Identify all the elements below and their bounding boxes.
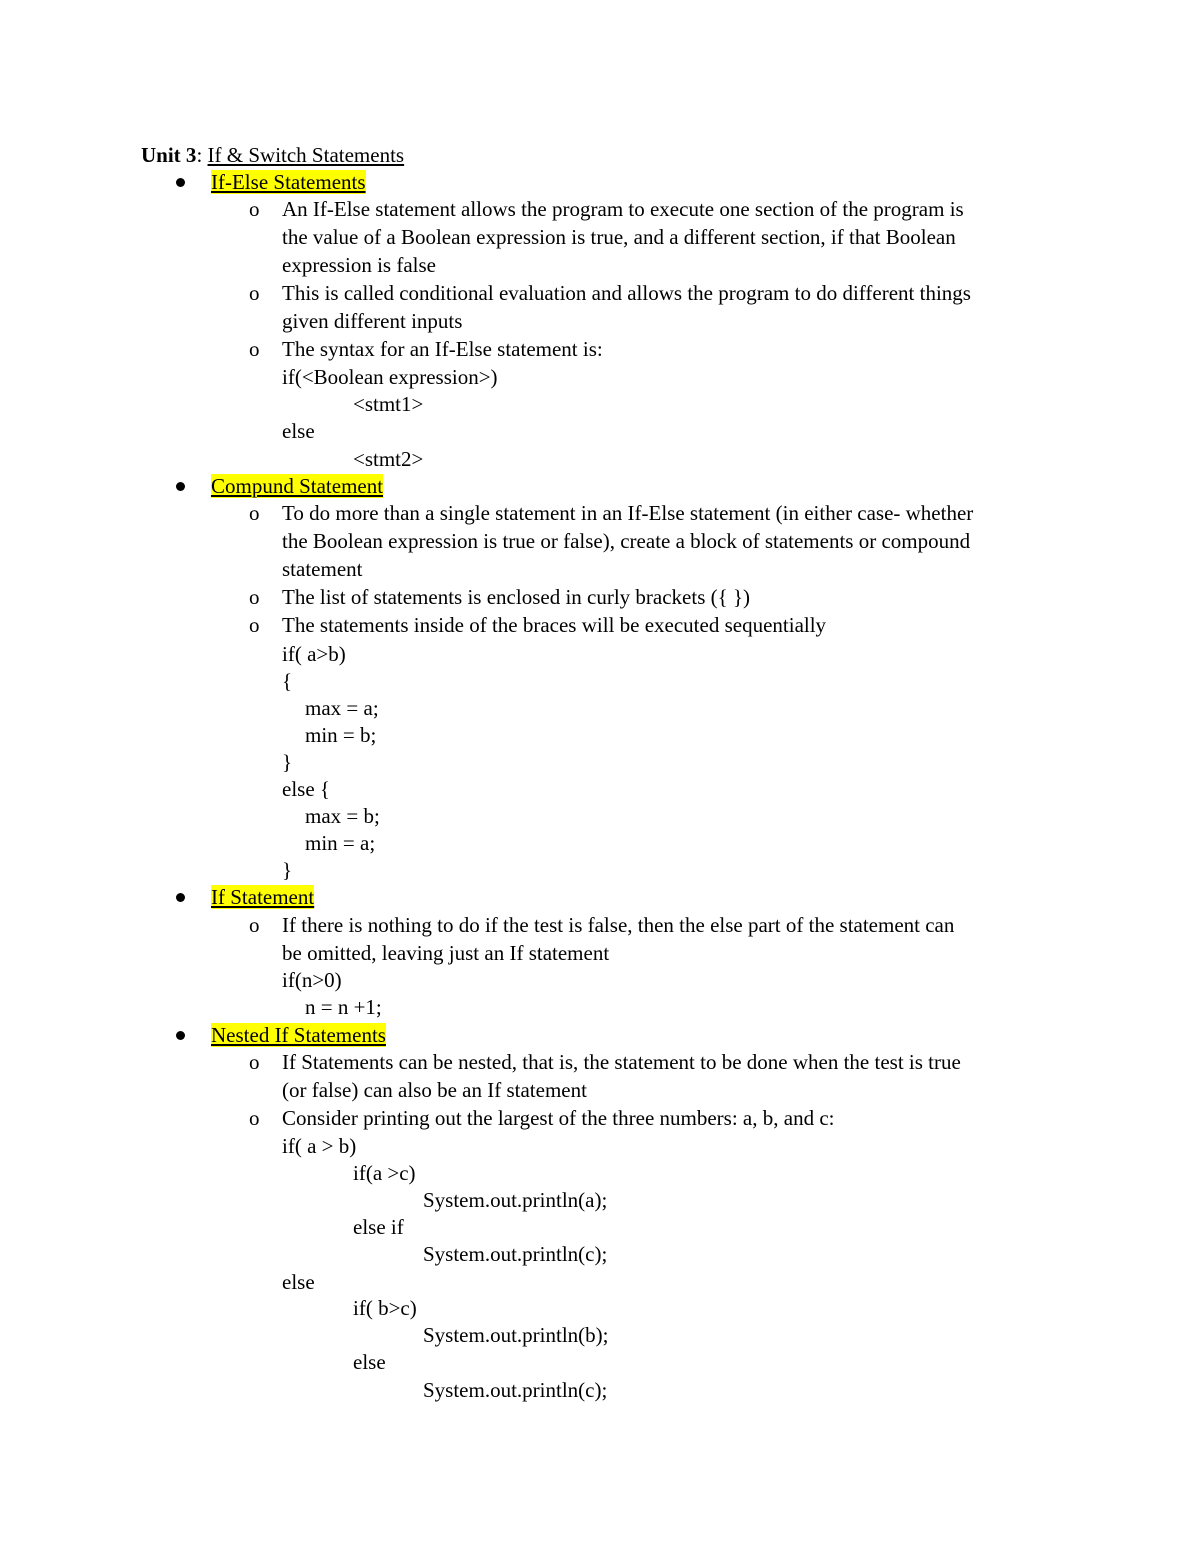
sub-bullet-icon: o — [249, 197, 260, 221]
section-heading-if-else: If-Else Statements — [211, 170, 366, 194]
code-line: if( b>c) — [353, 1296, 417, 1320]
code-line: else — [282, 1270, 315, 1294]
code-line: System.out.println(b); — [423, 1323, 609, 1347]
code-line: max = b; — [305, 804, 380, 828]
code-line: System.out.println(a); — [423, 1188, 608, 1212]
unit-topic: If & Switch Statements — [207, 143, 405, 167]
code-line: { — [282, 669, 293, 693]
code-line: if(<Boolean expression>) — [282, 365, 498, 389]
sub-bullet-icon: o — [249, 585, 260, 609]
code-line: if(n>0) — [282, 968, 342, 992]
list-item-line: An If-Else statement allows the program to execute one section of the program is — [282, 197, 964, 221]
code-line: else — [282, 419, 315, 443]
sub-bullet-icon: o — [249, 1050, 260, 1074]
sub-bullet-icon: o — [249, 913, 260, 937]
list-item-line: This is called conditional evaluation and allows the program to do different things — [282, 281, 971, 305]
code-line: System.out.println(c); — [423, 1378, 608, 1402]
bullet-icon — [176, 482, 185, 491]
list-item-line: To do more than a single statement in an If-Else statement (in either case- whether — [282, 501, 974, 525]
section-heading-compound: Compund Statement — [211, 474, 384, 498]
list-item-line: The list of statements is enclosed in curly brackets ({ }) — [282, 585, 751, 609]
code-line: n = n +1; — [305, 995, 382, 1019]
list-item-line: The statements inside of the braces will be executed sequentially — [282, 613, 827, 637]
sub-bullet-icon: o — [249, 1106, 260, 1130]
code-line: min = a; — [305, 831, 376, 855]
list-item-line: If there is nothing to do if the test is false, then the else part of the statement can — [282, 913, 955, 937]
sub-bullet-icon: o — [249, 281, 260, 305]
unit-label: Unit 3 — [141, 143, 197, 167]
page-title — [141, 142, 404, 169]
code-line: } — [282, 750, 293, 774]
code-line: min = b; — [305, 723, 377, 747]
title-separator: : — [196, 143, 208, 167]
code-line: <stmt1> — [353, 392, 424, 416]
bullet-icon — [176, 178, 185, 187]
code-line: else — [353, 1350, 386, 1374]
list-item-line: The syntax for an If-Else statement is: — [282, 337, 603, 361]
code-line: } — [282, 858, 293, 882]
section-heading-nested-if: Nested If Statements — [211, 1023, 386, 1047]
list-item-line: statement — [282, 557, 363, 581]
list-item-line: given different inputs — [282, 309, 463, 333]
list-item-line: expression is false — [282, 253, 436, 277]
code-line: if( a > b) — [282, 1134, 357, 1158]
list-item-line: (or false) can also be an If statement — [282, 1078, 587, 1102]
sub-bullet-icon: o — [249, 613, 260, 637]
list-item-line: If Statements can be nested, that is, the statement to be done when the test is true — [282, 1050, 961, 1074]
code-line: else if — [353, 1215, 404, 1239]
code-line: <stmt2> — [353, 447, 424, 471]
sub-bullet-icon: o — [249, 501, 260, 525]
code-line: else { — [282, 777, 330, 801]
list-item-line: Consider printing out the largest of the three numbers: a, b, and c: — [282, 1106, 835, 1130]
code-line: max = a; — [305, 696, 379, 720]
code-line: if( a>b) — [282, 642, 346, 666]
sub-bullet-icon: o — [249, 337, 260, 361]
bullet-icon — [176, 1031, 185, 1040]
bullet-icon — [176, 893, 185, 902]
list-item-line: the Boolean expression is true or false), create a block of statements or compound — [282, 529, 971, 553]
code-line: System.out.println(c); — [423, 1242, 608, 1266]
list-item-line: the value of a Boolean expression is true, and a different section, if that Boolean — [282, 225, 956, 249]
code-line: if(a >c) — [353, 1161, 416, 1185]
list-item-line: be omitted, leaving just an If statement — [282, 941, 610, 965]
section-heading-if: If Statement — [211, 885, 315, 909]
